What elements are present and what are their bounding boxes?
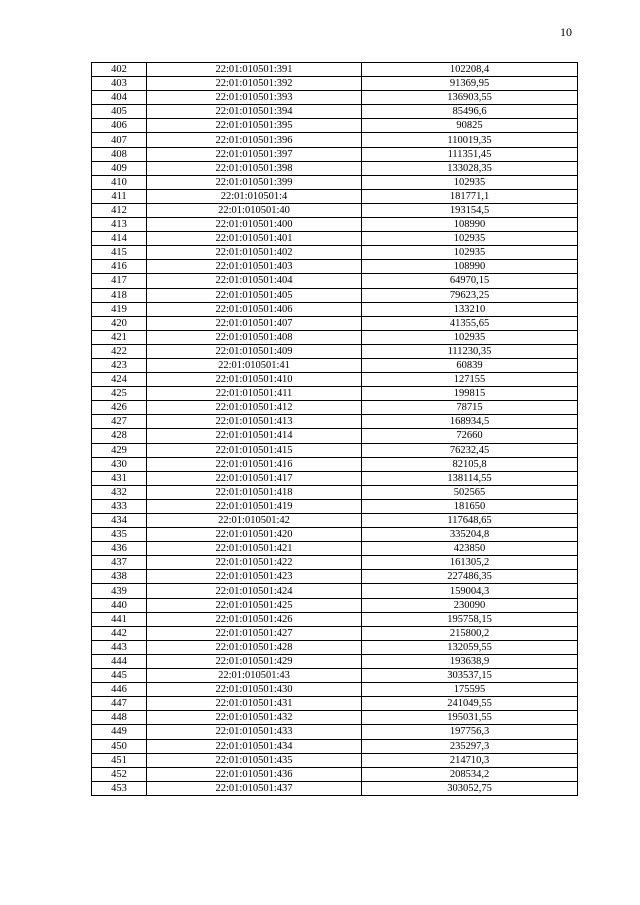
row-number-cell: 430 bbox=[92, 457, 147, 471]
table-row bbox=[92, 387, 578, 401]
cadastral-number-cell: 22:01:010501:392 bbox=[147, 77, 362, 91]
table-row bbox=[92, 697, 578, 711]
value-cell: 303052,75 bbox=[362, 781, 578, 795]
row-number-cell: 448 bbox=[92, 711, 147, 725]
value-cell: 175595 bbox=[362, 683, 578, 697]
row-number-cell: 449 bbox=[92, 725, 147, 739]
cadastral-number-cell: 22:01:010501:418 bbox=[147, 485, 362, 499]
table-row bbox=[92, 105, 578, 119]
value-cell: 132059,55 bbox=[362, 640, 578, 654]
cadastral-number-cell: 22:01:010501:402 bbox=[147, 246, 362, 260]
row-number-cell: 420 bbox=[92, 316, 147, 330]
row-number-cell: 432 bbox=[92, 485, 147, 499]
value-cell: 193154,5 bbox=[362, 203, 578, 217]
cadastral-number-cell: 22:01:010501:412 bbox=[147, 401, 362, 415]
row-number-cell: 404 bbox=[92, 91, 147, 105]
cadastral-number-cell: 22:01:010501:398 bbox=[147, 161, 362, 175]
row-number-cell: 442 bbox=[92, 626, 147, 640]
cadastral-number-cell: 22:01:010501:42 bbox=[147, 514, 362, 528]
cadastral-number-cell: 22:01:010501:415 bbox=[147, 443, 362, 457]
table-row bbox=[92, 147, 578, 161]
cadastral-number-cell: 22:01:010501:437 bbox=[147, 781, 362, 795]
row-number-cell: 409 bbox=[92, 161, 147, 175]
row-number-cell: 451 bbox=[92, 753, 147, 767]
table-row bbox=[92, 77, 578, 91]
table-row bbox=[92, 358, 578, 372]
row-number-cell: 438 bbox=[92, 570, 147, 584]
table-row bbox=[92, 415, 578, 429]
row-number-cell: 407 bbox=[92, 133, 147, 147]
table-row bbox=[92, 401, 578, 415]
table-row bbox=[92, 542, 578, 556]
row-number-cell: 405 bbox=[92, 105, 147, 119]
row-number-cell: 440 bbox=[92, 598, 147, 612]
value-cell: 241049,55 bbox=[362, 697, 578, 711]
cadastral-number-cell: 22:01:010501:399 bbox=[147, 175, 362, 189]
cadastral-number-cell: 22:01:010501:43 bbox=[147, 669, 362, 683]
cadastral-number-cell: 22:01:010501:432 bbox=[147, 711, 362, 725]
cadastral-number-cell: 22:01:010501:417 bbox=[147, 471, 362, 485]
value-cell: 102935 bbox=[362, 330, 578, 344]
cadastral-number-cell: 22:01:010501:421 bbox=[147, 542, 362, 556]
table-row bbox=[92, 189, 578, 203]
table-row bbox=[92, 514, 578, 528]
value-cell: 111351,45 bbox=[362, 147, 578, 161]
cadastral-number-cell: 22:01:010501:401 bbox=[147, 232, 362, 246]
value-cell: 85496,6 bbox=[362, 105, 578, 119]
cadastral-number-cell: 22:01:010501:426 bbox=[147, 612, 362, 626]
table-row bbox=[92, 175, 578, 189]
value-cell: 102208,4 bbox=[362, 63, 578, 77]
row-number-cell: 414 bbox=[92, 232, 147, 246]
row-number-cell: 426 bbox=[92, 401, 147, 415]
value-cell: 76232,45 bbox=[362, 443, 578, 457]
table-row bbox=[92, 669, 578, 683]
row-number-cell: 413 bbox=[92, 218, 147, 232]
row-number-cell: 406 bbox=[92, 119, 147, 133]
row-number-cell: 421 bbox=[92, 330, 147, 344]
value-cell: 136903,55 bbox=[362, 91, 578, 105]
value-cell: 199815 bbox=[362, 387, 578, 401]
cadastral-number-cell: 22:01:010501:409 bbox=[147, 344, 362, 358]
table-row bbox=[92, 344, 578, 358]
cadastral-number-cell: 22:01:010501:391 bbox=[147, 63, 362, 77]
table-row bbox=[92, 739, 578, 753]
table-row bbox=[92, 429, 578, 443]
cadastral-number-cell: 22:01:010501:434 bbox=[147, 739, 362, 753]
table-row bbox=[92, 711, 578, 725]
table-row bbox=[92, 725, 578, 739]
cadastral-number-cell: 22:01:010501:411 bbox=[147, 387, 362, 401]
row-number-cell: 408 bbox=[92, 147, 147, 161]
value-cell: 168934,5 bbox=[362, 415, 578, 429]
cadastral-number-cell: 22:01:010501:414 bbox=[147, 429, 362, 443]
table-row bbox=[92, 330, 578, 344]
row-number-cell: 433 bbox=[92, 499, 147, 513]
row-number-cell: 417 bbox=[92, 274, 147, 288]
value-cell: 214710,3 bbox=[362, 753, 578, 767]
row-number-cell: 435 bbox=[92, 528, 147, 542]
row-number-cell: 443 bbox=[92, 640, 147, 654]
cadastral-number-cell: 22:01:010501:425 bbox=[147, 598, 362, 612]
row-number-cell: 418 bbox=[92, 288, 147, 302]
table-row bbox=[92, 232, 578, 246]
value-cell: 235297,3 bbox=[362, 739, 578, 753]
row-number-cell: 453 bbox=[92, 781, 147, 795]
cadastral-number-cell: 22:01:010501:408 bbox=[147, 330, 362, 344]
row-number-cell: 424 bbox=[92, 373, 147, 387]
table-row bbox=[92, 260, 578, 274]
table-row bbox=[92, 598, 578, 612]
row-number-cell: 429 bbox=[92, 443, 147, 457]
row-number-cell: 437 bbox=[92, 556, 147, 570]
row-number-cell: 403 bbox=[92, 77, 147, 91]
table-row bbox=[92, 457, 578, 471]
row-number-cell: 416 bbox=[92, 260, 147, 274]
row-number-cell: 411 bbox=[92, 189, 147, 203]
cadastral-number-cell: 22:01:010501:431 bbox=[147, 697, 362, 711]
cadastral-number-cell: 22:01:010501:396 bbox=[147, 133, 362, 147]
table-row bbox=[92, 753, 578, 767]
table-row bbox=[92, 640, 578, 654]
table-row bbox=[92, 161, 578, 175]
cadastral-number-cell: 22:01:010501:400 bbox=[147, 218, 362, 232]
row-number-cell: 402 bbox=[92, 63, 147, 77]
value-cell: 127155 bbox=[362, 373, 578, 387]
value-cell: 78715 bbox=[362, 401, 578, 415]
cadastral-number-cell: 22:01:010501:393 bbox=[147, 91, 362, 105]
cadastral-number-cell: 22:01:010501:40 bbox=[147, 203, 362, 217]
value-cell: 502565 bbox=[362, 485, 578, 499]
value-cell: 108990 bbox=[362, 218, 578, 232]
page-number: 10 bbox=[560, 25, 572, 39]
table-row bbox=[92, 316, 578, 330]
cadastral-number-cell: 22:01:010501:423 bbox=[147, 570, 362, 584]
row-number-cell: 450 bbox=[92, 739, 147, 753]
table-row bbox=[92, 584, 578, 598]
value-cell: 60839 bbox=[362, 358, 578, 372]
value-cell: 64970,15 bbox=[362, 274, 578, 288]
cadastral-number-cell: 22:01:010501:436 bbox=[147, 767, 362, 781]
table-row bbox=[92, 91, 578, 105]
cadastral-number-cell: 22:01:010501:435 bbox=[147, 753, 362, 767]
value-cell: 102935 bbox=[362, 246, 578, 260]
value-cell: 91369,95 bbox=[362, 77, 578, 91]
table-row bbox=[92, 246, 578, 260]
row-number-cell: 419 bbox=[92, 302, 147, 316]
value-cell: 72660 bbox=[362, 429, 578, 443]
value-cell: 161305,2 bbox=[362, 556, 578, 570]
table-row bbox=[92, 570, 578, 584]
table-row bbox=[92, 274, 578, 288]
row-number-cell: 431 bbox=[92, 471, 147, 485]
value-cell: 197756,3 bbox=[362, 725, 578, 739]
cadastral-number-cell: 22:01:010501:410 bbox=[147, 373, 362, 387]
table-row bbox=[92, 499, 578, 513]
value-cell: 111230,35 bbox=[362, 344, 578, 358]
cadastral-number-cell: 22:01:010501:413 bbox=[147, 415, 362, 429]
cadastral-number-cell: 22:01:010501:4 bbox=[147, 189, 362, 203]
value-cell: 195031,55 bbox=[362, 711, 578, 725]
table-row bbox=[92, 767, 578, 781]
row-number-cell: 439 bbox=[92, 584, 147, 598]
cadastral-value-table bbox=[91, 62, 578, 796]
value-cell: 215800,2 bbox=[362, 626, 578, 640]
row-number-cell: 441 bbox=[92, 612, 147, 626]
value-cell: 41355,65 bbox=[362, 316, 578, 330]
row-number-cell: 427 bbox=[92, 415, 147, 429]
value-cell: 208534,2 bbox=[362, 767, 578, 781]
row-number-cell: 412 bbox=[92, 203, 147, 217]
value-cell: 90825 bbox=[362, 119, 578, 133]
cadastral-number-cell: 22:01:010501:422 bbox=[147, 556, 362, 570]
cadastral-number-cell: 22:01:010501:424 bbox=[147, 584, 362, 598]
cadastral-number-cell: 22:01:010501:416 bbox=[147, 457, 362, 471]
value-cell: 193638,9 bbox=[362, 654, 578, 668]
row-number-cell: 447 bbox=[92, 697, 147, 711]
cadastral-number-cell: 22:01:010501:403 bbox=[147, 260, 362, 274]
cadastral-number-cell: 22:01:010501:427 bbox=[147, 626, 362, 640]
cadastral-number-cell: 22:01:010501:428 bbox=[147, 640, 362, 654]
row-number-cell: 423 bbox=[92, 358, 147, 372]
value-cell: 159004,3 bbox=[362, 584, 578, 598]
cadastral-number-cell: 22:01:010501:430 bbox=[147, 683, 362, 697]
table-row bbox=[92, 528, 578, 542]
cadastral-number-cell: 22:01:010501:420 bbox=[147, 528, 362, 542]
cadastral-number-cell: 22:01:010501:429 bbox=[147, 654, 362, 668]
cadastral-number-cell: 22:01:010501:404 bbox=[147, 274, 362, 288]
table-row bbox=[92, 781, 578, 795]
value-cell: 110019,35 bbox=[362, 133, 578, 147]
value-cell: 423850 bbox=[362, 542, 578, 556]
cadastral-number-cell: 22:01:010501:395 bbox=[147, 119, 362, 133]
cadastral-number-cell: 22:01:010501:433 bbox=[147, 725, 362, 739]
value-cell: 335204,8 bbox=[362, 528, 578, 542]
table-row bbox=[92, 288, 578, 302]
table-row bbox=[92, 471, 578, 485]
value-cell: 138114,55 bbox=[362, 471, 578, 485]
cadastral-number-cell: 22:01:010501:407 bbox=[147, 316, 362, 330]
table-row bbox=[92, 626, 578, 640]
value-cell: 133210 bbox=[362, 302, 578, 316]
row-number-cell: 428 bbox=[92, 429, 147, 443]
table-row bbox=[92, 203, 578, 217]
row-number-cell: 434 bbox=[92, 514, 147, 528]
value-cell: 227486,35 bbox=[362, 570, 578, 584]
value-cell: 82105,8 bbox=[362, 457, 578, 471]
cadastral-number-cell: 22:01:010501:41 bbox=[147, 358, 362, 372]
value-cell: 303537,15 bbox=[362, 669, 578, 683]
value-cell: 79623,25 bbox=[362, 288, 578, 302]
cadastral-number-cell: 22:01:010501:394 bbox=[147, 105, 362, 119]
row-number-cell: 415 bbox=[92, 246, 147, 260]
table-row bbox=[92, 683, 578, 697]
value-cell: 195758,15 bbox=[362, 612, 578, 626]
row-number-cell: 410 bbox=[92, 175, 147, 189]
table-row bbox=[92, 556, 578, 570]
table-row bbox=[92, 133, 578, 147]
cadastral-number-cell: 22:01:010501:405 bbox=[147, 288, 362, 302]
value-cell: 108990 bbox=[362, 260, 578, 274]
table-row bbox=[92, 373, 578, 387]
value-cell: 230090 bbox=[362, 598, 578, 612]
table-row bbox=[92, 612, 578, 626]
table-row bbox=[92, 654, 578, 668]
row-number-cell: 436 bbox=[92, 542, 147, 556]
row-number-cell: 422 bbox=[92, 344, 147, 358]
table-row bbox=[92, 218, 578, 232]
value-cell: 181771,1 bbox=[362, 189, 578, 203]
table-row bbox=[92, 119, 578, 133]
row-number-cell: 452 bbox=[92, 767, 147, 781]
table-row bbox=[92, 63, 578, 77]
table-row bbox=[92, 485, 578, 499]
cadastral-number-cell: 22:01:010501:397 bbox=[147, 147, 362, 161]
table-body bbox=[92, 63, 578, 796]
row-number-cell: 445 bbox=[92, 669, 147, 683]
value-cell: 181650 bbox=[362, 499, 578, 513]
value-cell: 133028,35 bbox=[362, 161, 578, 175]
cadastral-number-cell: 22:01:010501:406 bbox=[147, 302, 362, 316]
table-row bbox=[92, 443, 578, 457]
value-cell: 102935 bbox=[362, 175, 578, 189]
row-number-cell: 446 bbox=[92, 683, 147, 697]
cadastral-number-cell: 22:01:010501:419 bbox=[147, 499, 362, 513]
table-row bbox=[92, 302, 578, 316]
value-cell: 102935 bbox=[362, 232, 578, 246]
value-cell: 117648,65 bbox=[362, 514, 578, 528]
row-number-cell: 444 bbox=[92, 654, 147, 668]
row-number-cell: 425 bbox=[92, 387, 147, 401]
